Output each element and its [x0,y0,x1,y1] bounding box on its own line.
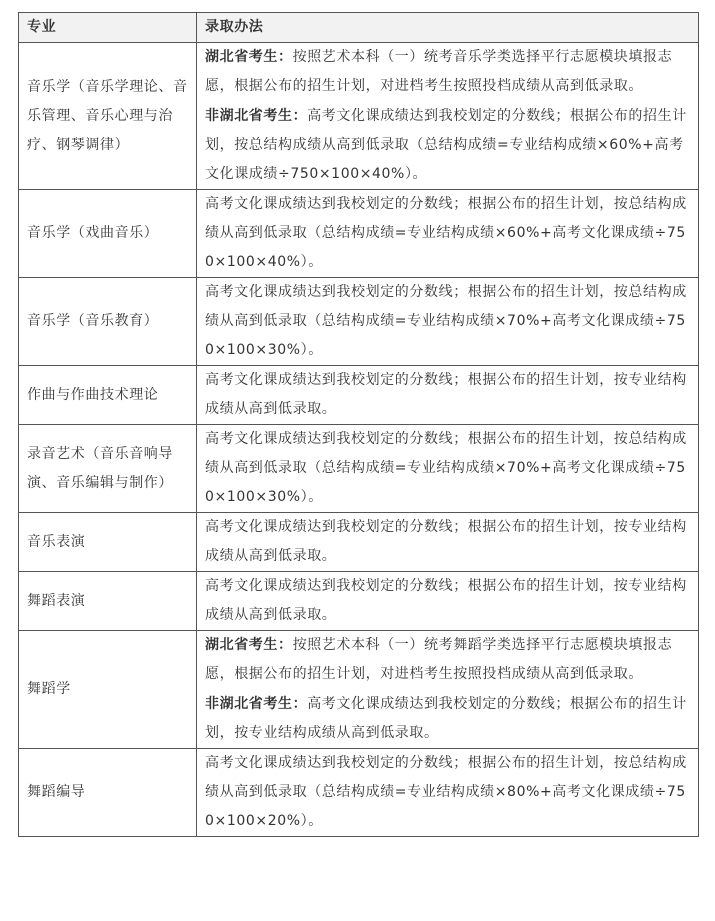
method-text: 按照艺术本科（一）统考舞蹈学类选择平行志愿模块填报志愿，根据公布的招生计划，对进档考生按照投档成绩从高到低录取。 [205,637,673,682]
table-row [19,278,699,366]
method-cell [197,572,699,631]
method-paragraph [205,43,692,101]
method-cell [197,425,699,513]
table-row [19,572,699,631]
method-paragraph [205,190,692,277]
method-cell [197,749,699,837]
method-cell [197,278,699,366]
major-cell: 舞蹈表演 [19,572,197,631]
major-cell: 音乐学（戏曲音乐） [19,190,197,278]
method-text: 高考文化课成绩达到我校划定的分数线；根据公布的招生计划，按专业结构成绩从高到低录取。 [205,372,687,417]
method-text: 高考文化课成绩达到我校划定的分数线；根据公布的招生计划，按总结构成绩从高到低录取（总结构成绩=专业结构成绩×70%+高考文化课成绩÷750×100×30%）。 [205,431,687,505]
method-cell [197,190,699,278]
major-cell: 作曲与作曲技术理论 [19,366,197,425]
table-row [19,190,699,278]
table-row [19,43,699,190]
method-text: 高考文化课成绩达到我校划定的分数线；根据公布的招生计划，按专业结构成绩从高到低录取。 [205,578,687,623]
method-cell [197,366,699,425]
candidate-group-label: 非湖北省考生： [205,108,308,124]
table-row [19,513,699,572]
table-body [19,43,699,837]
method-text: 按照艺术本科（一）统考音乐学类选择平行志愿模块填报志愿，根据公布的招生计划，对进档考生按照投档成绩从高到低录取。 [205,49,673,94]
method-text: 高考文化课成绩达到我校划定的分数线；根据公布的招生计划，按总结构成绩从高到低录取（总结构成绩=专业结构成绩×80%+高考文化课成绩÷750×100×20%）。 [205,755,687,829]
header-major: 专业 [19,13,197,43]
header-method: 录取办法 [197,13,699,43]
major-cell: 舞蹈学 [19,631,197,749]
candidate-group-label: 湖北省考生： [205,637,293,653]
method-paragraph [205,278,692,365]
method-paragraph [205,425,692,512]
candidate-group-label: 非湖北省考生： [205,696,308,712]
header-row [19,13,699,43]
method-text: 高考文化课成绩达到我校划定的分数线；根据公布的招生计划，按总结构成绩从高到低录取（总结构成绩=专业结构成绩×60%+高考文化课成绩÷750×100×40%）。 [205,196,687,270]
method-cell [197,43,699,190]
method-paragraph [205,690,692,748]
method-paragraph [205,631,692,689]
method-text: 高考文化课成绩达到我校划定的分数线；根据公布的招生计划，按总结构成绩从高到低录取（总结构成绩=专业结构成绩×60%+高考文化课成绩÷750×100×40%）。 [205,108,687,182]
major-cell: 音乐学（音乐教育） [19,278,197,366]
method-cell [197,631,699,749]
method-text: 高考文化课成绩达到我校划定的分数线；根据公布的招生计划，按专业结构成绩从高到低录取。 [205,519,687,564]
major-cell: 音乐学（音乐学理论、音乐管理、音乐心理与治疗、钢琴调律） [19,43,197,190]
method-paragraph [205,366,692,424]
major-cell: 音乐表演 [19,513,197,572]
candidate-group-label: 湖北省考生： [205,49,293,65]
admission-table [18,12,699,837]
table-row [19,425,699,513]
major-cell: 舞蹈编导 [19,749,197,837]
method-text: 高考文化课成绩达到我校划定的分数线；根据公布的招生计划，按专业结构成绩从高到低录取。 [205,696,687,741]
major-cell: 录音艺术（音乐音响导演、音乐编辑与制作） [19,425,197,513]
method-paragraph [205,102,692,189]
table-row [19,749,699,837]
table-row [19,366,699,425]
method-paragraph [205,572,692,630]
method-cell [197,513,699,572]
method-text: 高考文化课成绩达到我校划定的分数线；根据公布的招生计划，按总结构成绩从高到低录取（总结构成绩=专业结构成绩×70%+高考文化课成绩÷750×100×30%）。 [205,284,687,358]
table-row [19,631,699,749]
method-paragraph [205,749,692,836]
method-paragraph [205,513,692,571]
